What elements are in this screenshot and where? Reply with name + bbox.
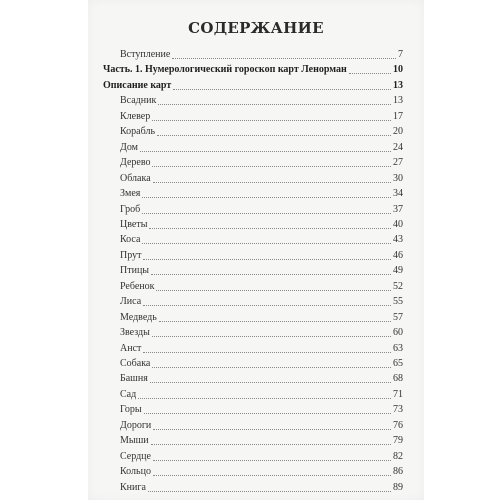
toc-entry-page: 46 xyxy=(393,249,403,261)
toc-entry-label: Облака xyxy=(120,172,151,184)
toc-entry-label: Корабль xyxy=(120,126,155,138)
toc-leader-dots xyxy=(158,104,391,105)
toc-entry-page: 37 xyxy=(393,203,403,215)
toc-entry-page: 55 xyxy=(393,296,403,308)
toc-entry-page: 65 xyxy=(393,358,403,369)
toc-leader-dots xyxy=(153,460,391,461)
toc-entry-page: 49 xyxy=(393,265,403,277)
toc-leader-dots xyxy=(153,429,391,430)
toc-entry-label: Сердце xyxy=(120,450,151,462)
toc-entry-label: Гроб xyxy=(120,203,141,215)
toc-entry-label: Цветы xyxy=(120,218,148,230)
toc-entry-label: Собака xyxy=(120,358,151,369)
toc-entry-page: 52 xyxy=(393,280,403,292)
toc-leader-dots xyxy=(140,151,391,152)
toc-entry xyxy=(0,465,500,479)
toc-leader-dots xyxy=(152,166,391,167)
toc-entry-page: 24 xyxy=(393,141,403,153)
toc-entry-label: Дом xyxy=(120,141,138,153)
toc-entry xyxy=(0,141,500,155)
toc-leader-dots xyxy=(142,197,391,198)
toc-leader-dots xyxy=(156,290,391,291)
toc-entry-label: Медведь xyxy=(120,311,157,323)
toc-leader-dots xyxy=(157,135,391,136)
toc-leader-dots xyxy=(349,73,391,74)
toc-entry xyxy=(0,156,500,170)
toc-entry-page: 30 xyxy=(393,172,403,184)
toc-entry xyxy=(0,419,500,433)
toc-entry-label: Птицы xyxy=(120,265,150,277)
toc-entry-label: Коса xyxy=(120,234,141,246)
toc-leader-dots xyxy=(143,352,391,353)
toc-entry-label: Дерево xyxy=(120,157,151,169)
toc-leader-dots xyxy=(152,120,391,121)
toc-entry-label: Книга xyxy=(120,481,146,493)
toc-entry-page: 73 xyxy=(393,404,403,416)
toc-entry-label: Всадник xyxy=(120,95,157,107)
toc-leader-dots xyxy=(153,475,391,476)
toc-leader-dots xyxy=(152,367,391,368)
toc-entry xyxy=(0,295,500,309)
toc-entry xyxy=(0,264,500,278)
toc-entry xyxy=(0,203,500,217)
toc-leader-dots xyxy=(143,259,391,260)
toc-entry xyxy=(0,63,500,77)
toc-entry-label: Анст xyxy=(120,342,142,354)
toc-leader-dots xyxy=(149,228,391,229)
toc-entry xyxy=(0,48,500,62)
toc-entry xyxy=(0,372,500,386)
toc-entry-page: 68 xyxy=(393,373,403,385)
toc-entry-label: Кольцо xyxy=(120,466,151,478)
toc-entry-label: Горы xyxy=(120,404,142,416)
toc-entry-page: 89 xyxy=(393,481,403,493)
toc-entry-label: Змея xyxy=(120,188,141,200)
toc-entry-page: 63 xyxy=(393,342,403,354)
toc-entry-label: Вступление xyxy=(120,49,171,60)
toc-entry-page: 86 xyxy=(393,466,403,478)
toc-entry xyxy=(0,249,500,263)
toc-leader-dots xyxy=(152,336,391,337)
toc-entry xyxy=(0,187,500,201)
toc-entry-label: Прут xyxy=(120,249,142,261)
toc-entry xyxy=(0,218,500,232)
toc-leader-dots xyxy=(144,413,391,414)
toc-entry xyxy=(0,233,500,247)
toc-entry xyxy=(0,450,500,464)
toc-entry xyxy=(0,79,500,93)
toc-title: СОДЕРЖАНИЕ xyxy=(188,19,324,37)
toc-entry-label: Описание карт xyxy=(103,79,172,91)
toc-entry-page: 60 xyxy=(393,327,403,339)
toc-leader-dots xyxy=(142,243,391,244)
toc-entry xyxy=(0,125,500,139)
toc-entry-page: 57 xyxy=(393,311,403,323)
toc-leader-dots xyxy=(173,89,391,90)
toc-entry xyxy=(0,388,500,402)
toc-leader-dots xyxy=(153,182,391,183)
toc-entry-label: Башня xyxy=(120,373,148,385)
toc-leader-dots xyxy=(150,382,391,383)
toc-leader-dots xyxy=(172,58,396,59)
toc-entry-label: Мыши xyxy=(120,435,149,447)
toc-entry-page: 76 xyxy=(393,419,403,431)
toc-entry xyxy=(0,110,500,124)
toc-entry xyxy=(0,311,500,325)
toc-entry xyxy=(0,280,500,294)
toc-leader-dots xyxy=(151,444,391,445)
toc-entry-page: 82 xyxy=(393,450,403,462)
toc-entry-page: 13 xyxy=(393,95,403,107)
toc-entry-label: Сад xyxy=(120,388,137,400)
toc-entry-page: 40 xyxy=(393,218,403,230)
toc-entry-label: Клевер xyxy=(120,110,151,122)
toc-entry xyxy=(0,434,500,448)
toc-leader-dots xyxy=(142,213,391,214)
toc-entry-label: Часть. 1. Нумерологический гороскоп карт Ленорман xyxy=(103,64,347,76)
toc-entry xyxy=(0,357,500,371)
toc-entry xyxy=(0,94,500,108)
toc-entry-page: 27 xyxy=(393,157,403,169)
toc-entry-page: 43 xyxy=(393,234,403,246)
toc-entry-page: 10 xyxy=(393,64,403,76)
toc-entry xyxy=(0,342,500,356)
toc-entry xyxy=(0,403,500,417)
toc-entry-page: 20 xyxy=(393,126,403,138)
toc-leader-dots xyxy=(148,491,391,492)
toc-entry xyxy=(0,481,500,495)
toc-entry-page: 79 xyxy=(393,435,403,447)
toc-entry-label: Ребенок xyxy=(120,280,155,292)
toc-entry-page: 71 xyxy=(393,388,403,400)
toc-entry-page: 34 xyxy=(393,188,403,200)
toc-entry xyxy=(0,172,500,186)
toc-leader-dots xyxy=(151,274,391,275)
toc-entry-page: 13 xyxy=(393,79,403,91)
toc-entry-page: 17 xyxy=(393,110,403,122)
toc-entry-label: Звезды xyxy=(120,327,150,339)
toc-leader-dots xyxy=(159,321,391,322)
toc-leader-dots xyxy=(143,305,391,306)
toc-entry-page: 7 xyxy=(398,49,403,60)
toc-entry xyxy=(0,326,500,340)
toc-entry-label: Дороги xyxy=(120,419,152,431)
toc-leader-dots xyxy=(138,398,391,399)
toc-entry-label: Лиса xyxy=(120,296,142,308)
